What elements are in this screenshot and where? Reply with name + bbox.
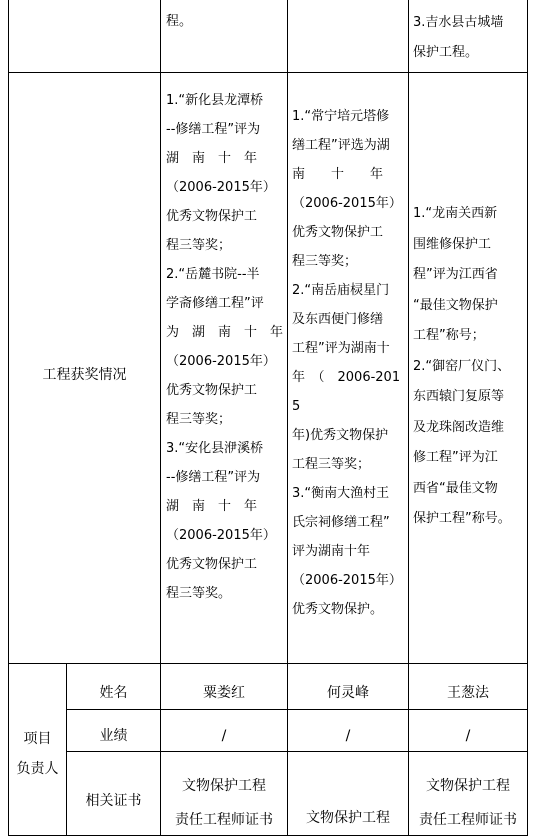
project-leader-label: 项目 负责人	[16, 731, 59, 777]
awards-col4-text: 1.“龙南关西新 围维修保护工 程”评为江西省 “最佳文物保护 工程”称号； 2.“御窑厂仪门、 东西辕门复原等 及龙珠阁改造维 修工程”评为江 西省“最佳文物 保护工程”称号。	[413, 206, 511, 526]
name-row-label: 姓名	[99, 685, 128, 701]
table-divider-col2	[287, 0, 288, 836]
cert-row-label: 相关证书	[85, 793, 142, 809]
leader-cert-1: 文物保护工程 责任工程师证书	[175, 778, 273, 828]
row-divider-awards	[8, 663, 528, 664]
leader-name-3: 王葱法	[447, 685, 489, 701]
row-divider-performance	[66, 751, 528, 752]
leader-performance-3: /	[465, 728, 471, 744]
leader-performance-1: /	[221, 728, 227, 744]
table-divider-col1	[160, 0, 161, 836]
leader-cert-3: 文物保护工程 责任工程师证书	[419, 778, 517, 828]
performance-row-label: 业绩	[99, 728, 128, 744]
row-divider-top	[8, 72, 528, 73]
leader-name-2: 何灵峰	[327, 685, 369, 701]
top-col2-text: 程。	[166, 14, 193, 29]
top-col4-text: 3.吉水县古城墙 保护工程。	[413, 15, 504, 60]
awards-col3-text: 1.“常宁培元塔修 缮工程”评选为湖 南 十 年 （2006-2015年） 优秀文物保护工 程三等奖； 2.“南岳庙棂星门 及东西便门修缮 工程”评为湖南十 年 （ 2006-2015 年)优秀文物保护 工程三等奖； 3.“衡南大渔村王 氏宗祠修缮工程” 评为湖南十年 （2006-2015年） 优秀文物保护。	[292, 109, 402, 617]
table-border-right	[527, 0, 528, 836]
leader-cert-2: 文物保护工程	[306, 810, 390, 826]
table-border-left	[8, 0, 9, 836]
table-divider-col3	[408, 0, 409, 836]
leader-performance-2: /	[345, 728, 351, 744]
row-divider-name	[66, 709, 528, 710]
leader-name-1: 粟娄红	[203, 685, 245, 701]
awards-label: 工程获奖情况	[42, 367, 127, 383]
awards-col2-text: 1.“新化县龙潭桥 --修缮工程”评为 湖 南 十 年 （2006-2015年） 优秀文物保护工 程三等奖； 2.“岳麓书院--半 学斋修缮工程”评 为 湖 南 十 年 （2006-2015年） 优秀文物保护工 程三等奖； 3.“安化县洢溪桥 --修缮工程”评为 湖 南 十 年 （2006-2015年） 优秀文物保护工 程三等奖。	[166, 93, 284, 601]
